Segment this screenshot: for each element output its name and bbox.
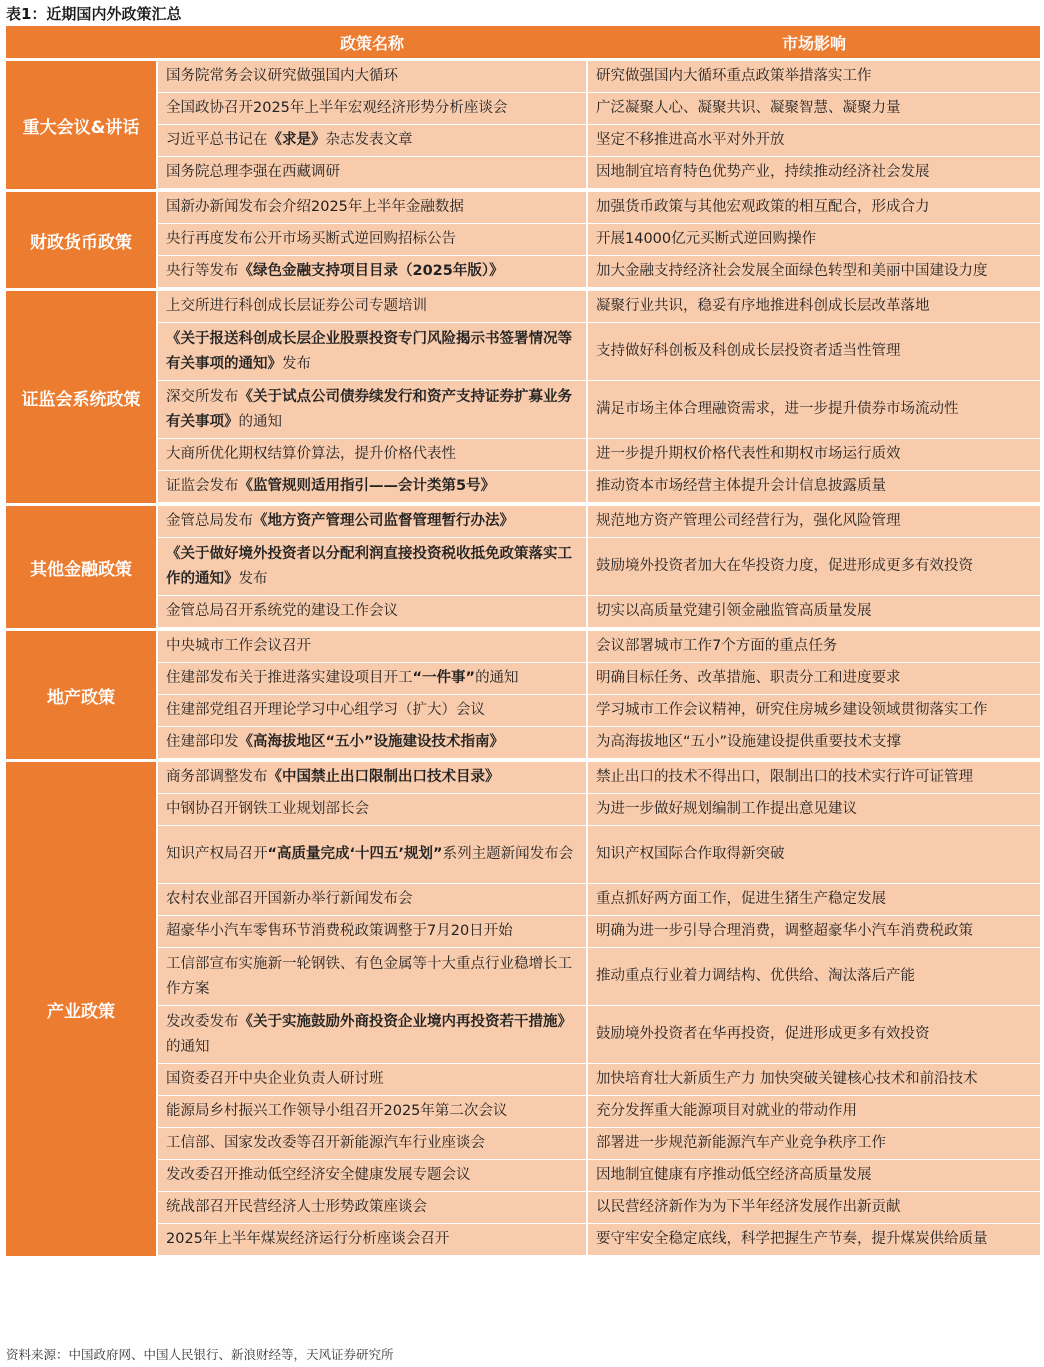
impact-cell: 规范地方资产管理公司经营行为，强化风险管理 bbox=[588, 506, 1040, 538]
category-label: 其他金融政策 bbox=[6, 506, 156, 628]
policy-cell bbox=[158, 125, 586, 157]
impact-cell: 充分发挥重大能源项目对就业的带动作用 bbox=[588, 1096, 1040, 1128]
table-title: 表1：近期国内外政策汇总 bbox=[6, 5, 182, 23]
table-header bbox=[6, 26, 1040, 58]
policy-text: 央行再度发布公开市场买断式逆回购招标公告 bbox=[166, 231, 456, 247]
policy-text: 全国政协召开2025年上半年宏观经济形势分析座谈会 bbox=[166, 100, 508, 116]
policy-text: 金管总局发布 bbox=[166, 513, 253, 529]
policy-text: 国资委召开中央企业负责人研讨班 bbox=[166, 1071, 384, 1087]
policy-text: 知识产权局召开 bbox=[166, 846, 268, 862]
policy-text-bold: 《关于做好境外投资者以分配利润直接投资税收抵免政策落实工作的通知》 bbox=[166, 545, 572, 587]
policy-cell bbox=[158, 884, 586, 916]
policy-text: 住建部发布关于推进落实建设项目开工 bbox=[166, 670, 413, 686]
policy-cell bbox=[158, 762, 586, 794]
policy-cell bbox=[158, 1128, 586, 1160]
impact-cell: 鼓励境外投资者加大在华投资力度，促进形成更多有效投资 bbox=[588, 538, 1040, 596]
policy-text: 习近平总书记在 bbox=[166, 132, 268, 148]
impact-cell: 要守牢安全稳定底线，科学把握生产节奏，提升煤炭供给质量 bbox=[588, 1224, 1040, 1256]
policy-cell bbox=[158, 61, 586, 93]
policy-text: 国务院总理李强在西藏调研 bbox=[166, 164, 340, 180]
impact-cell: 因地制宜培育特色优势产业，持续推动经济社会发展 bbox=[588, 157, 1040, 189]
category-group bbox=[6, 291, 1040, 503]
policy-text-bold: “一件事” bbox=[412, 670, 476, 686]
impact-cell: 推动资本市场经营主体提升会计信息披露质量 bbox=[588, 471, 1040, 503]
policy-cell bbox=[158, 794, 586, 826]
impact-cell: 为高海拔地区“五小”设施建设提供重要技术支撑 bbox=[588, 727, 1040, 759]
category-group bbox=[6, 506, 1040, 628]
policy-text: 的通知 bbox=[475, 670, 519, 686]
policy-cell bbox=[158, 1064, 586, 1096]
policy-cell bbox=[158, 157, 586, 189]
policy-text: 金管总局召开系统党的建设工作会议 bbox=[166, 603, 398, 619]
policy-text: 央行等发布 bbox=[166, 263, 239, 279]
policy-text: 工信部宣布实施新一轮钢铁、有色金属等十大重点行业稳增长工作方案 bbox=[166, 955, 572, 997]
policy-cell bbox=[158, 948, 586, 1006]
policy-cell bbox=[158, 323, 586, 381]
impact-cell: 鼓励境外投资者在华再投资，促进形成更多有效投资 bbox=[588, 1006, 1040, 1064]
category-label: 财政货币政策 bbox=[6, 192, 156, 288]
impact-cell: 以民营经济新作为为下半年经济发展作出新贡献 bbox=[588, 1192, 1040, 1224]
policy-cell bbox=[158, 1192, 586, 1224]
impact-cell: 凝聚行业共识，稳妥有序地推进科创成长层改革落地 bbox=[588, 291, 1040, 323]
policy-text: 住建部党组召开理论学习中心组学习（扩大）会议 bbox=[166, 702, 485, 718]
impact-cell: 重点抓好两方面工作，促进生猪生产稳定发展 bbox=[588, 884, 1040, 916]
policy-text-bold: 《高海拔地区“五小”设施建设技术指南》 bbox=[238, 734, 505, 750]
policy-cell bbox=[158, 471, 586, 503]
policy-text: 商务部调整发布 bbox=[166, 769, 268, 785]
impact-cell: 切实以高质量党建引领金融监管高质量发展 bbox=[588, 596, 1040, 628]
policy-text: 证监会发布 bbox=[166, 478, 239, 494]
impact-cell: 明确为进一步引导合理消费，调整超豪华小汽车消费税政策 bbox=[588, 916, 1040, 948]
policy-cell bbox=[158, 224, 586, 256]
impact-cell: 因地制宜健康有序推动低空经济高质量发展 bbox=[588, 1160, 1040, 1192]
impact-cell: 明确目标任务、改革措施、职责分工和进度要求 bbox=[588, 663, 1040, 695]
category-group bbox=[6, 631, 1040, 759]
policy-cell bbox=[158, 1006, 586, 1064]
impact-cell: 知识产权国际合作取得新突破 bbox=[588, 826, 1040, 884]
impact-cell: 禁止出口的技术不得出口，限制出口的技术实行许可证管理 bbox=[588, 762, 1040, 794]
policy-text: 中央城市工作会议召开 bbox=[166, 638, 311, 654]
policy-text-bold: 《关于实施鼓励外商投资企业境内再投资若干措施》 bbox=[238, 1013, 572, 1030]
policy-cell bbox=[158, 596, 586, 628]
policy-text: 上交所进行科创成长层证券公司专题培训 bbox=[166, 298, 427, 314]
policy-text: 能源局乡村振兴工作领导小组召开2025年第二次会议 bbox=[166, 1103, 508, 1119]
impact-cell: 坚定不移推进高水平对外开放 bbox=[588, 125, 1040, 157]
policy-text: 发布 bbox=[238, 570, 268, 587]
policy-text: 工信部、国家发改委等召开新能源汽车行业座谈会 bbox=[166, 1135, 485, 1151]
policy-text: 国务院常务会议研究做强国内大循环 bbox=[166, 68, 398, 84]
policy-cell bbox=[158, 1096, 586, 1128]
impact-cell: 满足市场主体合理融资需求，进一步提升债券市场流动性 bbox=[588, 381, 1040, 439]
category-label: 重大会议&讲话 bbox=[6, 61, 156, 189]
policy-cell bbox=[158, 192, 586, 224]
policy-text: 杂志发表文章 bbox=[325, 132, 413, 148]
policy-text-bold: 《中国禁止出口限制出口技术目录》 bbox=[267, 769, 500, 785]
policy-text-bold: 《求是》 bbox=[267, 132, 326, 148]
policy-cell bbox=[158, 663, 586, 695]
policy-cell bbox=[158, 631, 586, 663]
impact-cell: 研究做强国内大循环重点政策举措落实工作 bbox=[588, 61, 1040, 93]
policy-text: 统战部召开民营经济人士形势政策座谈会 bbox=[166, 1199, 427, 1215]
category-group bbox=[6, 192, 1040, 288]
impact-cell: 会议部署城市工作7个方面的重点任务 bbox=[588, 631, 1040, 663]
policy-text: 的通知 bbox=[166, 1038, 210, 1055]
policy-cell bbox=[158, 291, 586, 323]
policy-cell bbox=[158, 381, 586, 439]
policy-cell bbox=[158, 916, 586, 948]
policy-cell bbox=[158, 256, 586, 288]
policy-cell bbox=[158, 727, 586, 759]
source-note: 资料来源：中国政府网、中国人民银行、新浪财经等，天风证券研究所 bbox=[6, 1347, 394, 1362]
impact-cell: 支持做好科创板及科创成长层投资者适当性管理 bbox=[588, 323, 1040, 381]
policy-cell bbox=[158, 439, 586, 471]
category-label: 地产政策 bbox=[6, 631, 156, 759]
table-body bbox=[6, 61, 1040, 1256]
category-label: 产业政策 bbox=[6, 762, 156, 1256]
impact-cell: 开展14000亿元买断式逆回购操作 bbox=[588, 224, 1040, 256]
policy-text: 大商所优化期权结算价算法，提升价格代表性 bbox=[166, 446, 456, 462]
category-group bbox=[6, 61, 1040, 189]
category-label: 证监会系统政策 bbox=[6, 291, 156, 503]
policy-text: 国新办新闻发布会介绍2025年上半年金融数据 bbox=[166, 199, 464, 215]
policy-cell bbox=[158, 506, 586, 538]
impact-cell: 广泛凝聚人心、凝聚共识、凝聚智慧、凝聚力量 bbox=[588, 93, 1040, 125]
policy-text: 深交所发布 bbox=[166, 388, 239, 405]
policy-text: 中钢协召开钢铁工业规划部长会 bbox=[166, 801, 369, 817]
policy-text: 发改委召开推动低空经济安全健康发展专题会议 bbox=[166, 1167, 471, 1183]
impact-cell: 加大金融支持经济社会发展全面绿色转型和美丽中国建设力度 bbox=[588, 256, 1040, 288]
policy-text-bold: 《监管规则适用指引——会计类第5号》 bbox=[238, 478, 496, 494]
policy-text: 超豪华小汽车零售环节消费税政策调整于7月20日开始 bbox=[166, 923, 513, 939]
policy-text-bold: 《地方资产管理公司监督管理暂行办法》 bbox=[253, 513, 514, 529]
policy-text: 发布 bbox=[282, 355, 311, 372]
policy-cell bbox=[158, 695, 586, 727]
policy-text-bold: 《关于试点公司债券续发行和资产支持证券扩募业务有关事项》 bbox=[166, 388, 572, 430]
impact-cell: 为进一步做好规划编制工作提出意见建议 bbox=[588, 794, 1040, 826]
policy-text-bold: “高质量完成‘十四五’规划” bbox=[267, 846, 443, 862]
policy-cell bbox=[158, 93, 586, 125]
policy-text-bold: 《关于报送科创成长层企业股票投资专门风险揭示书签署情况等有关事项的通知》 bbox=[166, 330, 572, 372]
impact-cell: 学习城市工作会议精神，研究住房城乡建设领域贯彻落实工作 bbox=[588, 695, 1040, 727]
header-impact: 市场影响 bbox=[781, 33, 846, 53]
policy-text: 2025年上半年煤炭经济运行分析座谈会召开 bbox=[166, 1231, 450, 1247]
policy-cell bbox=[158, 826, 586, 884]
policy-text: 发改委发布 bbox=[166, 1013, 239, 1030]
impact-cell: 推动重点行业着力调结构、优供给、淘汰落后产能 bbox=[588, 948, 1040, 1006]
policy-cell bbox=[158, 1160, 586, 1192]
policy-text: 住建部印发 bbox=[166, 734, 239, 750]
policy-text: 农村农业部召开国新办举行新闻发布会 bbox=[166, 891, 413, 907]
policy-table bbox=[6, 26, 1040, 1256]
impact-cell: 进一步提升期权价格代表性和期权市场运行质效 bbox=[588, 439, 1040, 471]
policy-text-bold: 《绿色金融支持项目目录（2025年版）》 bbox=[238, 263, 504, 279]
policy-cell bbox=[158, 1224, 586, 1256]
category-group bbox=[6, 762, 1040, 1256]
policy-text: 的通知 bbox=[238, 413, 282, 430]
header-spacer bbox=[6, 26, 156, 58]
impact-cell: 加强货币政策与其他宏观政策的相互配合，形成合力 bbox=[588, 192, 1040, 224]
header-policy: 政策名称 bbox=[339, 33, 404, 53]
policy-text: 系列主题新闻发布会 bbox=[442, 846, 574, 862]
impact-cell: 加快培育壮大新质生产力 加快突破关键核心技术和前沿技术 bbox=[588, 1064, 1040, 1096]
impact-cell: 部署进一步规范新能源汽车产业竞争秩序工作 bbox=[588, 1128, 1040, 1160]
policy-cell bbox=[158, 538, 586, 596]
